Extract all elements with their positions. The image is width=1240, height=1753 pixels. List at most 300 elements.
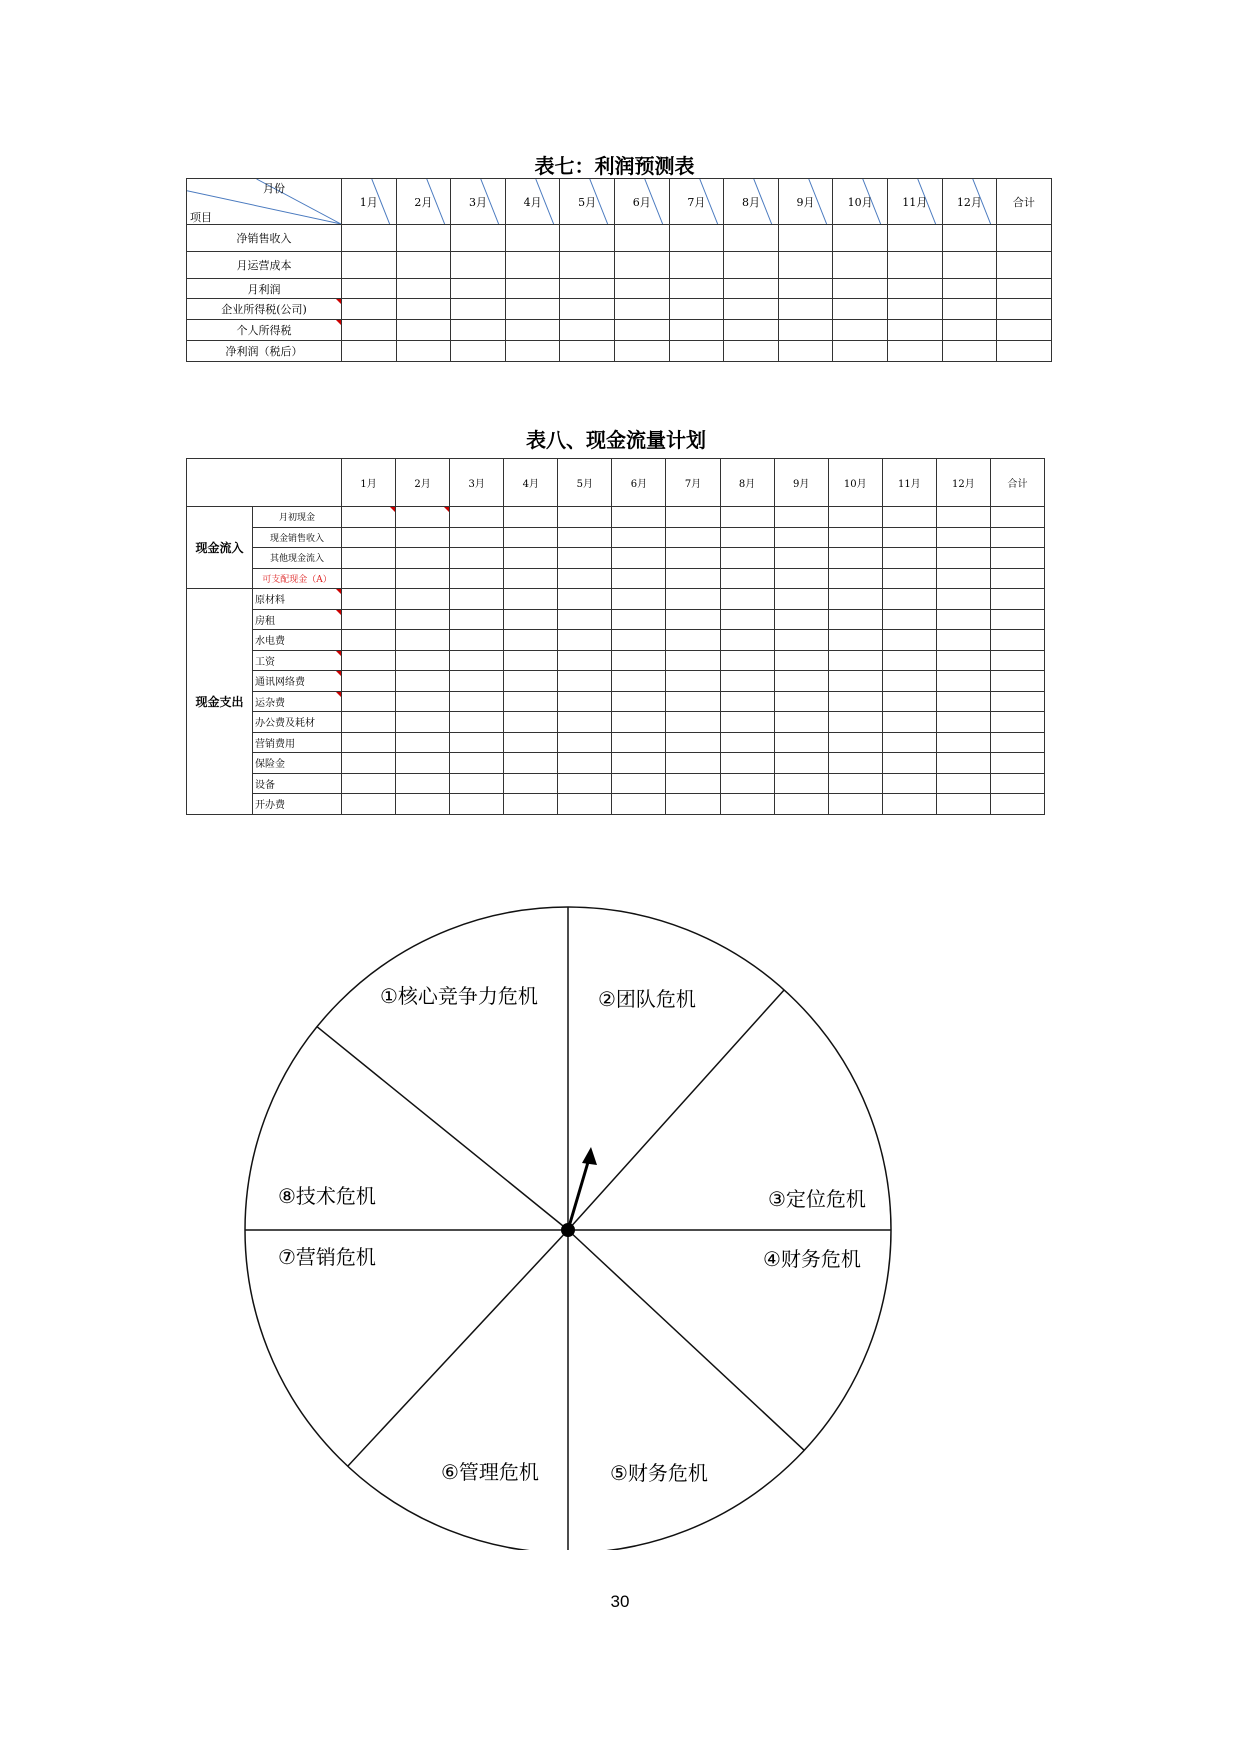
table8-value-cell[interactable]	[504, 794, 558, 815]
table8-value-cell[interactable]	[396, 773, 450, 794]
table8-value-cell[interactable]	[990, 773, 1044, 794]
table8-value-cell[interactable]	[882, 732, 936, 753]
table8-value-cell[interactable]	[666, 650, 720, 671]
table8-value-cell[interactable]	[342, 568, 396, 589]
table8-value-cell[interactable]	[828, 732, 882, 753]
table8-value-cell[interactable]	[504, 589, 558, 610]
table8-value-cell[interactable]	[774, 712, 828, 733]
table8-value-cell[interactable]	[558, 507, 612, 528]
table7-value-cell[interactable]	[724, 341, 779, 362]
table8-value-cell[interactable]	[342, 753, 396, 774]
table8-value-cell[interactable]	[342, 548, 396, 569]
table8-value-cell[interactable]	[936, 527, 990, 548]
table7-value-cell[interactable]	[396, 320, 451, 341]
table8-value-cell[interactable]	[774, 773, 828, 794]
table8-value-cell[interactable]	[720, 691, 774, 712]
table7-value-cell[interactable]	[724, 320, 779, 341]
table8-value-cell[interactable]	[828, 794, 882, 815]
table8-value-cell[interactable]	[666, 548, 720, 569]
table7-value-cell[interactable]	[833, 299, 888, 320]
table8-value-cell[interactable]	[720, 794, 774, 815]
table8-value-cell[interactable]	[936, 630, 990, 651]
table8-value-cell[interactable]	[504, 753, 558, 774]
table8-value-cell[interactable]	[936, 650, 990, 671]
table7-value-cell[interactable]	[669, 299, 724, 320]
table8-value-cell[interactable]	[882, 753, 936, 774]
table8-value-cell[interactable]	[774, 650, 828, 671]
table7-total-header: 合计	[997, 179, 1052, 225]
table8-value-cell[interactable]	[612, 548, 666, 569]
table8-value-cell[interactable]	[504, 609, 558, 630]
table8-value-cell[interactable]	[774, 671, 828, 692]
table7-value-cell[interactable]	[669, 225, 724, 252]
table8-value-cell[interactable]	[558, 753, 612, 774]
table8-row	[187, 507, 1045, 528]
table8-value-cell[interactable]	[720, 712, 774, 733]
table8-value-cell[interactable]	[504, 507, 558, 528]
table8-value-cell[interactable]	[828, 568, 882, 589]
table7-value-cell[interactable]	[997, 299, 1052, 320]
table8-value-cell[interactable]	[990, 589, 1044, 610]
table7-month-header	[342, 179, 397, 225]
table8-value-cell[interactable]	[720, 548, 774, 569]
table8-value-cell[interactable]	[990, 732, 1044, 753]
table8-value-cell[interactable]	[342, 609, 396, 630]
table8-value-cell[interactable]	[396, 548, 450, 569]
table7-value-cell[interactable]	[724, 225, 779, 252]
table8-value-cell[interactable]	[342, 773, 396, 794]
table8-value-cell[interactable]	[882, 589, 936, 610]
table7-value-cell[interactable]	[887, 341, 942, 362]
table7-value-cell[interactable]	[997, 252, 1052, 279]
table8-value-cell[interactable]	[558, 732, 612, 753]
table7-value-cell[interactable]	[451, 299, 506, 320]
table7-value-cell[interactable]	[669, 320, 724, 341]
table8-value-cell[interactable]	[396, 507, 450, 528]
table8-value-cell[interactable]	[558, 691, 612, 712]
table8-value-cell[interactable]	[342, 691, 396, 712]
table8-value-cell[interactable]	[990, 671, 1044, 692]
table7-value-cell[interactable]	[669, 279, 724, 299]
table7-corner-bottom-label: 项目	[190, 211, 212, 224]
table7-value-cell[interactable]	[505, 279, 560, 299]
table8-value-cell[interactable]	[396, 691, 450, 712]
table8-value-cell[interactable]	[936, 794, 990, 815]
table8-value-cell[interactable]	[558, 548, 612, 569]
table8-value-cell[interactable]	[504, 527, 558, 548]
table8-value-cell[interactable]	[342, 650, 396, 671]
table8-value-cell[interactable]	[504, 773, 558, 794]
table8-value-cell[interactable]	[882, 507, 936, 528]
table8-value-cell[interactable]	[342, 507, 396, 528]
table7-value-cell[interactable]	[778, 320, 833, 341]
table8-value-cell[interactable]	[828, 527, 882, 548]
table7-value-cell[interactable]	[887, 252, 942, 279]
table7-month-header	[942, 179, 997, 225]
table8-value-cell[interactable]	[720, 753, 774, 774]
table7-value-cell[interactable]	[560, 320, 615, 341]
table7-value-cell[interactable]	[724, 299, 779, 320]
table8-value-cell[interactable]	[828, 671, 882, 692]
table8-value-cell[interactable]	[720, 589, 774, 610]
table8-value-cell[interactable]	[666, 507, 720, 528]
table8-value-cell[interactable]	[990, 753, 1044, 774]
table8-value-cell[interactable]	[720, 507, 774, 528]
table8-value-cell[interactable]	[720, 671, 774, 692]
table7-value-cell[interactable]	[833, 225, 888, 252]
table8-value-cell[interactable]	[558, 609, 612, 630]
table8-row	[187, 650, 1045, 671]
table7-value-cell[interactable]	[396, 225, 451, 252]
table8-value-cell[interactable]	[396, 527, 450, 548]
table8-value-cell[interactable]	[504, 671, 558, 692]
table7-month-label: 1月	[359, 195, 378, 209]
table8-value-cell[interactable]	[504, 691, 558, 712]
wheel-segment-label: ⑦营销危机	[278, 1245, 376, 1269]
table8-value-cell[interactable]	[666, 773, 720, 794]
table7-value-cell[interactable]	[505, 252, 560, 279]
table8-value-cell[interactable]	[396, 671, 450, 692]
table7-value-cell[interactable]	[614, 252, 669, 279]
table7-value-cell[interactable]	[887, 320, 942, 341]
table8-value-cell[interactable]	[720, 568, 774, 589]
table8-value-cell[interactable]	[720, 630, 774, 651]
table8-value-cell[interactable]	[504, 732, 558, 753]
table8-value-cell[interactable]	[612, 773, 666, 794]
table7-value-cell[interactable]	[724, 252, 779, 279]
table7-value-cell[interactable]	[396, 279, 451, 299]
table8-value-cell[interactable]	[612, 527, 666, 548]
table7-value-cell[interactable]	[560, 225, 615, 252]
table7-month-label: 12月	[956, 195, 982, 209]
table7-value-cell[interactable]	[451, 320, 506, 341]
table7-value-cell[interactable]	[560, 341, 615, 362]
table7-value-cell[interactable]	[669, 341, 724, 362]
table8-value-cell[interactable]	[936, 548, 990, 569]
table8-value-cell[interactable]	[612, 650, 666, 671]
table8-row	[187, 609, 1045, 630]
table8-value-cell[interactable]	[990, 527, 1044, 548]
table8-value-cell[interactable]	[774, 691, 828, 712]
table8-value-cell[interactable]	[396, 753, 450, 774]
table7-value-cell[interactable]	[560, 299, 615, 320]
table8-value-cell[interactable]	[936, 568, 990, 589]
table8-value-cell[interactable]	[396, 732, 450, 753]
table7-corner-cell	[187, 179, 342, 225]
table7-value-cell[interactable]	[342, 279, 397, 299]
table8-value-cell[interactable]	[990, 507, 1044, 528]
table8-value-cell[interactable]	[558, 773, 612, 794]
table7-value-cell[interactable]	[560, 279, 615, 299]
table8-value-cell[interactable]	[828, 753, 882, 774]
table8-value-cell[interactable]	[342, 794, 396, 815]
table7-value-cell[interactable]	[505, 299, 560, 320]
table8-value-cell[interactable]	[828, 548, 882, 569]
table7-value-cell[interactable]	[342, 225, 397, 252]
table8-row	[187, 589, 1045, 610]
table7-value-cell[interactable]	[942, 252, 997, 279]
table8-value-cell[interactable]	[558, 671, 612, 692]
table8-value-cell[interactable]	[504, 548, 558, 569]
table8-value-cell[interactable]	[666, 568, 720, 589]
table8-total-header: 合计	[990, 459, 1044, 507]
table8-value-cell[interactable]	[342, 589, 396, 610]
table7-value-cell[interactable]	[396, 252, 451, 279]
table8-value-cell[interactable]	[558, 650, 612, 671]
table8-value-cell[interactable]	[774, 753, 828, 774]
table8-value-cell[interactable]	[882, 691, 936, 712]
table8-value-cell[interactable]	[666, 671, 720, 692]
table8-value-cell[interactable]	[450, 671, 504, 692]
table8-value-cell[interactable]	[774, 568, 828, 589]
table8-value-cell[interactable]	[342, 671, 396, 692]
cashflow-plan-sheet	[186, 418, 1046, 840]
table8-value-cell[interactable]	[666, 589, 720, 610]
table7-value-cell[interactable]	[778, 252, 833, 279]
table8-value-cell[interactable]	[720, 527, 774, 548]
table8-value-cell[interactable]	[450, 527, 504, 548]
table8-value-cell[interactable]	[990, 794, 1044, 815]
table7-value-cell[interactable]	[342, 252, 397, 279]
table8-value-cell[interactable]	[720, 650, 774, 671]
table8-value-cell[interactable]	[396, 630, 450, 651]
table8-value-cell[interactable]	[828, 712, 882, 733]
table7-value-cell[interactable]	[942, 320, 997, 341]
comment-marker-icon	[336, 589, 341, 594]
table7-value-cell[interactable]	[887, 299, 942, 320]
table8-value-cell[interactable]	[450, 753, 504, 774]
table8-value-cell[interactable]	[396, 589, 450, 610]
table8-value-cell[interactable]	[720, 732, 774, 753]
table8-value-cell[interactable]	[396, 568, 450, 589]
table8-value-cell[interactable]	[612, 712, 666, 733]
table8-value-cell[interactable]	[612, 671, 666, 692]
page-number: 30	[610, 1592, 630, 1611]
table8-value-cell[interactable]	[396, 794, 450, 815]
table8-value-cell[interactable]	[774, 527, 828, 548]
table8-row-label: 现金销售收入	[253, 527, 342, 548]
table8-group-label: 现金流入	[187, 507, 253, 589]
table8-value-cell[interactable]	[990, 568, 1044, 589]
table8-value-cell[interactable]	[504, 630, 558, 651]
table8-value-cell[interactable]	[558, 712, 612, 733]
table8-value-cell[interactable]	[396, 650, 450, 671]
table8-value-cell[interactable]	[882, 773, 936, 794]
table7-value-cell[interactable]	[614, 341, 669, 362]
table7-value-cell[interactable]	[724, 279, 779, 299]
table8-value-cell[interactable]	[720, 609, 774, 630]
table8-value-cell[interactable]	[450, 773, 504, 794]
table8-value-cell[interactable]	[774, 732, 828, 753]
table7-value-cell[interactable]	[614, 279, 669, 299]
table8-value-cell[interactable]	[774, 794, 828, 815]
table8-value-cell[interactable]	[612, 753, 666, 774]
table8-value-cell[interactable]	[612, 794, 666, 815]
table8-value-cell[interactable]	[504, 650, 558, 671]
table8-value-cell[interactable]	[936, 609, 990, 630]
table8-value-cell[interactable]	[666, 630, 720, 651]
table7-value-cell[interactable]	[997, 320, 1052, 341]
table8-value-cell[interactable]	[936, 671, 990, 692]
table7-value-cell[interactable]	[997, 279, 1052, 299]
table8-value-cell[interactable]	[882, 794, 936, 815]
table8-value-cell[interactable]	[342, 732, 396, 753]
table8-value-cell[interactable]	[882, 548, 936, 569]
table7-value-cell[interactable]	[614, 299, 669, 320]
table7-value-cell[interactable]	[669, 252, 724, 279]
table8-value-cell[interactable]	[666, 794, 720, 815]
table8-value-cell[interactable]	[936, 773, 990, 794]
table8-value-cell[interactable]	[612, 568, 666, 589]
table8-value-cell[interactable]	[774, 589, 828, 610]
table8-value-cell[interactable]	[774, 548, 828, 569]
table8-value-cell[interactable]	[342, 712, 396, 733]
table8-value-cell[interactable]	[450, 630, 504, 651]
table8-value-cell[interactable]	[612, 589, 666, 610]
table8-value-cell[interactable]	[936, 753, 990, 774]
table7-value-cell[interactable]	[942, 299, 997, 320]
table8-value-cell[interactable]	[882, 712, 936, 733]
table8-value-cell[interactable]	[558, 589, 612, 610]
table8-value-cell[interactable]	[828, 773, 882, 794]
table7-value-cell[interactable]	[560, 252, 615, 279]
table7-value-cell[interactable]	[833, 320, 888, 341]
table7-value-cell[interactable]	[396, 299, 451, 320]
table8-value-cell[interactable]	[882, 630, 936, 651]
table8-value-cell[interactable]	[828, 589, 882, 610]
table8-row-label: 月初现金	[253, 507, 342, 528]
table7-value-cell[interactable]	[342, 320, 397, 341]
table8-value-cell[interactable]	[396, 609, 450, 630]
table8-value-cell[interactable]	[774, 507, 828, 528]
table8-month-header: 8月	[720, 459, 774, 507]
table7-value-cell[interactable]	[997, 225, 1052, 252]
table8-value-cell[interactable]	[882, 671, 936, 692]
wheel-segment-label: ②团队危机	[598, 987, 696, 1011]
table7-value-cell[interactable]	[396, 341, 451, 362]
table8-value-cell[interactable]	[612, 732, 666, 753]
table7-value-cell[interactable]	[778, 225, 833, 252]
table7-value-cell[interactable]	[778, 299, 833, 320]
table8-value-cell[interactable]	[828, 630, 882, 651]
table8-row-label: 通讯网络费	[253, 671, 342, 692]
table7-value-cell[interactable]	[942, 225, 997, 252]
table8-value-cell[interactable]	[666, 527, 720, 548]
table8-value-cell[interactable]	[990, 712, 1044, 733]
table8-value-cell[interactable]	[450, 691, 504, 712]
table8-value-cell[interactable]	[558, 568, 612, 589]
table7-value-cell[interactable]	[505, 320, 560, 341]
table8-value-cell[interactable]	[666, 753, 720, 774]
table8-value-cell[interactable]	[936, 507, 990, 528]
table7-value-cell[interactable]	[887, 279, 942, 299]
table8-value-cell[interactable]	[882, 568, 936, 589]
table7-value-cell[interactable]	[342, 299, 397, 320]
table8-value-cell[interactable]	[450, 609, 504, 630]
table8-value-cell[interactable]	[990, 548, 1044, 569]
table8-value-cell[interactable]	[990, 630, 1044, 651]
table8-value-cell[interactable]	[450, 507, 504, 528]
table8-value-cell[interactable]	[450, 568, 504, 589]
table8-value-cell[interactable]	[936, 589, 990, 610]
table8-value-cell[interactable]	[828, 609, 882, 630]
table8-value-cell[interactable]	[882, 609, 936, 630]
table8-value-cell[interactable]	[828, 650, 882, 671]
table8-value-cell[interactable]	[450, 650, 504, 671]
table8-value-cell[interactable]	[612, 630, 666, 651]
table7-value-cell[interactable]	[833, 279, 888, 299]
table7-value-cell[interactable]	[778, 341, 833, 362]
table7-value-cell[interactable]	[451, 252, 506, 279]
comment-marker-icon	[336, 610, 341, 615]
table7-value-cell[interactable]	[614, 320, 669, 341]
table7-value-cell[interactable]	[342, 341, 397, 362]
table8-value-cell[interactable]	[990, 650, 1044, 671]
table8-value-cell[interactable]	[936, 732, 990, 753]
table8-value-cell[interactable]	[558, 794, 612, 815]
table8-value-cell[interactable]	[612, 507, 666, 528]
table8-value-cell[interactable]	[504, 568, 558, 589]
table8-value-cell[interactable]	[666, 691, 720, 712]
table8-value-cell[interactable]	[342, 527, 396, 548]
table8-value-cell[interactable]	[450, 589, 504, 610]
table8-value-cell[interactable]	[828, 691, 882, 712]
table7-value-cell[interactable]	[833, 341, 888, 362]
table8-value-cell[interactable]	[504, 712, 558, 733]
table8-value-cell[interactable]	[936, 691, 990, 712]
table7-value-cell[interactable]	[778, 279, 833, 299]
table7-value-cell[interactable]	[942, 341, 997, 362]
table8-value-cell[interactable]	[342, 630, 396, 651]
table7-value-cell[interactable]	[451, 279, 506, 299]
table8-value-cell[interactable]	[774, 609, 828, 630]
table8-value-cell[interactable]	[720, 773, 774, 794]
table8-value-cell[interactable]	[936, 712, 990, 733]
table8-value-cell[interactable]	[558, 527, 612, 548]
table8-month-header: 6月	[612, 459, 666, 507]
table8-value-cell[interactable]	[558, 630, 612, 651]
table7-value-cell[interactable]	[997, 341, 1052, 362]
table8-value-cell[interactable]	[450, 732, 504, 753]
table8-value-cell[interactable]	[882, 650, 936, 671]
table7-value-cell[interactable]	[833, 252, 888, 279]
table8-value-cell[interactable]	[990, 609, 1044, 630]
table8-value-cell[interactable]	[612, 609, 666, 630]
table7-value-cell[interactable]	[942, 279, 997, 299]
table8-value-cell[interactable]	[450, 794, 504, 815]
table8-value-cell[interactable]	[450, 548, 504, 569]
table8-value-cell[interactable]	[666, 609, 720, 630]
table7-value-cell[interactable]	[887, 225, 942, 252]
table8-value-cell[interactable]	[612, 691, 666, 712]
table8-value-cell[interactable]	[774, 630, 828, 651]
table8-value-cell[interactable]	[882, 527, 936, 548]
table8-value-cell[interactable]	[396, 712, 450, 733]
table7-value-cell[interactable]	[614, 225, 669, 252]
table8-value-cell[interactable]	[666, 732, 720, 753]
table8-value-cell[interactable]	[990, 691, 1044, 712]
table8-value-cell[interactable]	[666, 712, 720, 733]
table7-value-cell[interactable]	[505, 225, 560, 252]
table7-month-header	[724, 179, 779, 225]
table7-value-cell[interactable]	[451, 341, 506, 362]
table7-value-cell[interactable]	[451, 225, 506, 252]
table7-month-label: 8月	[741, 195, 760, 209]
table8-value-cell[interactable]	[450, 712, 504, 733]
table7-value-cell[interactable]	[505, 341, 560, 362]
table8-value-cell[interactable]	[828, 507, 882, 528]
table8-row-label: 其他现金流入	[253, 548, 342, 569]
